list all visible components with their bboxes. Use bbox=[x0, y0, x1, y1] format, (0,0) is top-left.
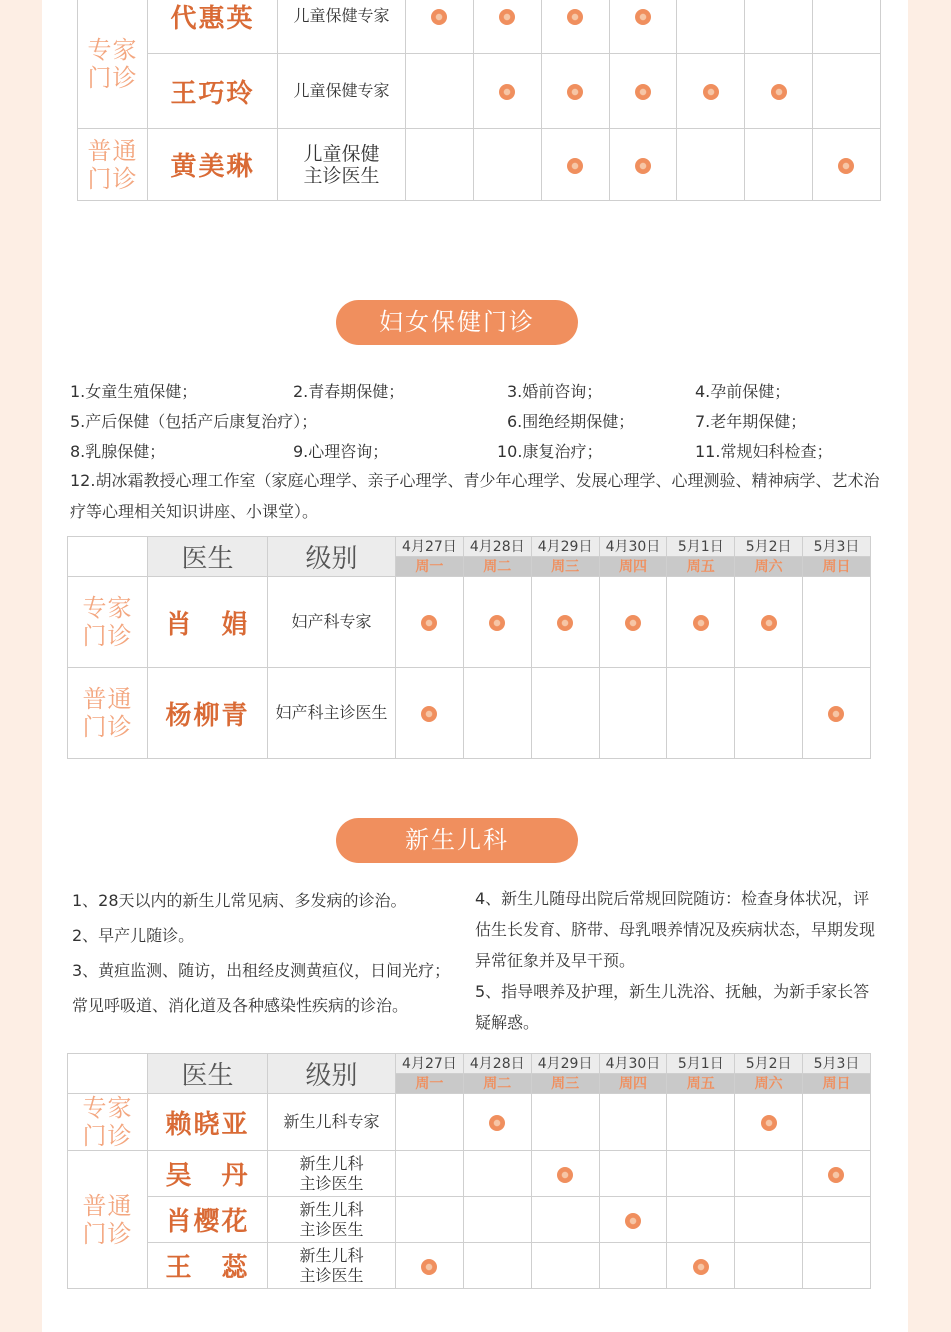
header-weekday: 周日 bbox=[803, 557, 871, 577]
available-dot-icon bbox=[557, 615, 573, 631]
corner-cell bbox=[68, 537, 148, 577]
slot-thu bbox=[609, 129, 677, 201]
slot-tue bbox=[473, 0, 541, 54]
available-dot-icon bbox=[693, 1259, 709, 1275]
available-dot-icon bbox=[421, 706, 437, 722]
header-weekday: 周三 bbox=[531, 557, 599, 577]
doctor-level: 新生儿科 主诊医生 bbox=[268, 1151, 396, 1197]
doctor-name: 赖晓亚 bbox=[148, 1094, 268, 1151]
child-health-schedule-table bbox=[77, 0, 881, 201]
table-row bbox=[68, 577, 871, 668]
header-date: 4月30日 bbox=[599, 1054, 667, 1074]
header-date: 4月29日 bbox=[531, 1054, 599, 1074]
slot-wed bbox=[531, 668, 599, 759]
slot-tue bbox=[463, 577, 531, 668]
header-date: 5月3日 bbox=[803, 537, 871, 557]
slot-fri bbox=[677, 0, 745, 54]
slot-fri bbox=[677, 129, 745, 201]
doctor-level: 儿童保健专家 bbox=[278, 54, 406, 129]
table-header-row bbox=[68, 537, 871, 557]
slot-tue bbox=[473, 54, 541, 129]
slot-mon bbox=[396, 1094, 464, 1151]
slot-thu bbox=[599, 668, 667, 759]
available-dot-icon bbox=[489, 1115, 505, 1131]
service-item: 1.女童生殖保健； bbox=[70, 382, 198, 401]
slot-sat bbox=[735, 1151, 803, 1197]
header-weekday: 周三 bbox=[531, 1074, 599, 1094]
available-dot-icon bbox=[828, 1167, 844, 1183]
slot-mon bbox=[396, 1151, 464, 1197]
slot-mon bbox=[396, 1243, 464, 1289]
slot-sun bbox=[803, 1151, 871, 1197]
header-date: 5月1日 bbox=[667, 537, 735, 557]
doctor-level: 儿童保健专家 bbox=[278, 0, 406, 54]
slot-wed bbox=[541, 54, 609, 129]
slot-wed bbox=[531, 1151, 599, 1197]
slot-fri bbox=[667, 1197, 735, 1243]
header-level: 级别 bbox=[268, 537, 396, 577]
header-weekday: 周四 bbox=[599, 557, 667, 577]
table-row bbox=[68, 1151, 871, 1197]
service-item: 6.围绝经期保健； bbox=[507, 412, 635, 431]
slot-sat bbox=[735, 668, 803, 759]
group-label-expert: 专家 门诊 bbox=[78, 0, 148, 129]
section-title-women-health: 妇女保健门诊 bbox=[336, 300, 578, 345]
header-weekday: 周六 bbox=[735, 557, 803, 577]
slot-thu bbox=[599, 1243, 667, 1289]
slot-sat bbox=[735, 1094, 803, 1151]
header-date: 4月29日 bbox=[531, 537, 599, 557]
corner-cell bbox=[68, 1054, 148, 1094]
slot-thu bbox=[599, 1197, 667, 1243]
group-label-general: 普通 门诊 bbox=[68, 668, 148, 759]
slot-sun bbox=[803, 577, 871, 668]
available-dot-icon bbox=[771, 84, 787, 100]
available-dot-icon bbox=[499, 9, 515, 25]
available-dot-icon bbox=[557, 1167, 573, 1183]
doctor-level: 新生儿科专家 bbox=[268, 1094, 396, 1151]
available-dot-icon bbox=[567, 84, 583, 100]
slot-wed bbox=[531, 1197, 599, 1243]
header-date: 4月30日 bbox=[599, 537, 667, 557]
slot-mon bbox=[396, 1197, 464, 1243]
available-dot-icon bbox=[489, 615, 505, 631]
slot-wed bbox=[541, 129, 609, 201]
header-date: 5月2日 bbox=[735, 537, 803, 557]
service-item: 7.老年期保健； bbox=[695, 412, 807, 431]
header-weekday: 周一 bbox=[396, 1074, 464, 1094]
doctor-level: 妇产科专家 bbox=[268, 577, 396, 668]
section-title-newborn: 新生儿科 bbox=[336, 818, 578, 863]
table-row bbox=[68, 1243, 871, 1289]
doctor-level: 儿童保健 主诊医生 bbox=[278, 129, 406, 201]
slot-sun bbox=[803, 668, 871, 759]
available-dot-icon bbox=[431, 9, 447, 25]
schedule-page bbox=[42, 0, 908, 1332]
slot-sat bbox=[745, 54, 813, 129]
service-item: 10.康复治疗； bbox=[497, 442, 603, 461]
service-item: 8.乳腺保健； bbox=[70, 442, 166, 461]
slot-thu bbox=[599, 1151, 667, 1197]
header-date: 4月27日 bbox=[396, 537, 464, 557]
doctor-name: 王 蕊 bbox=[148, 1243, 268, 1289]
table-row bbox=[78, 0, 881, 54]
slot-sun bbox=[803, 1094, 871, 1151]
available-dot-icon bbox=[838, 158, 854, 174]
doctor-level: 新生儿科 主诊医生 bbox=[268, 1197, 396, 1243]
available-dot-icon bbox=[828, 706, 844, 722]
available-dot-icon bbox=[625, 615, 641, 631]
available-dot-icon bbox=[761, 615, 777, 631]
women-health-schedule-table bbox=[67, 536, 871, 759]
service-item: 3.婚前咨询； bbox=[507, 382, 603, 401]
slot-fri bbox=[677, 54, 745, 129]
available-dot-icon bbox=[635, 84, 651, 100]
header-level: 级别 bbox=[268, 1054, 396, 1094]
slot-sun bbox=[813, 129, 881, 201]
slot-tue bbox=[463, 1094, 531, 1151]
slot-tue bbox=[463, 1197, 531, 1243]
service-item: 11.常规妇科检查； bbox=[695, 442, 833, 461]
header-weekday: 周日 bbox=[803, 1074, 871, 1094]
slot-tue bbox=[463, 668, 531, 759]
group-label-general: 普通 门诊 bbox=[68, 1151, 148, 1289]
header-date: 4月28日 bbox=[463, 1054, 531, 1074]
header-weekday: 周二 bbox=[463, 1074, 531, 1094]
table-header-row bbox=[68, 1054, 871, 1074]
group-label-expert: 专家 门诊 bbox=[68, 1094, 148, 1151]
available-dot-icon bbox=[567, 9, 583, 25]
table-row bbox=[68, 1197, 871, 1243]
table-row bbox=[78, 54, 881, 129]
slot-tue bbox=[473, 129, 541, 201]
slot-sat bbox=[735, 1197, 803, 1243]
slot-sat bbox=[745, 129, 813, 201]
doctor-name: 吴 丹 bbox=[148, 1151, 268, 1197]
slot-wed bbox=[531, 577, 599, 668]
slot-fri bbox=[667, 668, 735, 759]
available-dot-icon bbox=[761, 1115, 777, 1131]
available-dot-icon bbox=[421, 1259, 437, 1275]
table-row bbox=[68, 668, 871, 759]
header-weekday: 周四 bbox=[599, 1074, 667, 1094]
slot-sat bbox=[745, 0, 813, 54]
slot-sun bbox=[813, 0, 881, 54]
slot-fri bbox=[667, 577, 735, 668]
newborn-schedule-table bbox=[67, 1053, 871, 1289]
slot-tue bbox=[463, 1243, 531, 1289]
slot-mon bbox=[406, 0, 474, 54]
available-dot-icon bbox=[703, 84, 719, 100]
slot-fri bbox=[667, 1243, 735, 1289]
service-item: 5.产后保健（包括产后康复治疗）； bbox=[70, 412, 318, 431]
slot-mon bbox=[396, 577, 464, 668]
available-dot-icon bbox=[635, 158, 651, 174]
header-weekday: 周六 bbox=[735, 1074, 803, 1094]
doctor-name: 肖樱花 bbox=[148, 1197, 268, 1243]
table-row bbox=[78, 129, 881, 201]
service-item: 4.孕前保健； bbox=[695, 382, 791, 401]
slot-sun bbox=[813, 54, 881, 129]
available-dot-icon bbox=[421, 615, 437, 631]
service-item: 9.心理咨询； bbox=[293, 442, 389, 461]
slot-sat bbox=[735, 577, 803, 668]
header-weekday: 周五 bbox=[667, 557, 735, 577]
slot-sun bbox=[803, 1197, 871, 1243]
slot-thu bbox=[609, 0, 677, 54]
slot-sun bbox=[803, 1243, 871, 1289]
header-weekday: 周一 bbox=[396, 557, 464, 577]
group-label-expert: 专家 门诊 bbox=[68, 577, 148, 668]
header-date: 4月27日 bbox=[396, 1054, 464, 1074]
slot-wed bbox=[531, 1243, 599, 1289]
slot-sat bbox=[735, 1243, 803, 1289]
doctor-name: 肖 娟 bbox=[148, 577, 268, 668]
slot-thu bbox=[599, 1094, 667, 1151]
table-row bbox=[68, 1094, 871, 1151]
available-dot-icon bbox=[499, 84, 515, 100]
slot-mon bbox=[406, 54, 474, 129]
group-label-general: 普通 门诊 bbox=[78, 129, 148, 201]
slot-fri bbox=[667, 1151, 735, 1197]
available-dot-icon bbox=[567, 158, 583, 174]
header-weekday: 周二 bbox=[463, 557, 531, 577]
header-weekday: 周五 bbox=[667, 1074, 735, 1094]
doctor-level: 新生儿科 主诊医生 bbox=[268, 1243, 396, 1289]
header-date: 5月1日 bbox=[667, 1054, 735, 1074]
slot-mon bbox=[396, 668, 464, 759]
header-date: 5月2日 bbox=[735, 1054, 803, 1074]
newborn-services-left: 1、28天以内的新生儿常见病、多发病的诊治。 2、早产儿随诊。 3、黄疸监测、随访，出租经皮测黄疸仪，日间光疗；常见呼吸道、消化道及各种感染性疾病的诊治。 bbox=[72, 891, 451, 1015]
slot-wed bbox=[531, 1094, 599, 1151]
service-item: 2.青春期保健； bbox=[293, 382, 405, 401]
available-dot-icon bbox=[693, 615, 709, 631]
available-dot-icon bbox=[635, 9, 651, 25]
slot-tue bbox=[463, 1151, 531, 1197]
doctor-name: 王巧玲 bbox=[148, 54, 278, 129]
header-date: 5月3日 bbox=[803, 1054, 871, 1074]
header-doctor: 医生 bbox=[148, 537, 268, 577]
newborn-services-right: 4、新生儿随母出院后常规回院随访：检查身体状况，评估生长发育、脐带、母乳喂养情况及疾病状态，早期发现异常征象并及早干预。 5、指导喂养及护理，新生儿洗浴、抚触，为新手家长答疑解惑。 bbox=[475, 889, 876, 1032]
slot-thu bbox=[609, 54, 677, 129]
slot-wed bbox=[541, 0, 609, 54]
slot-mon bbox=[406, 129, 474, 201]
service-item: 12.胡冰霜教授心理工作室（家庭心理学、亲子心理学、青少年心理学、发展心理学、心理测验、精神病学、艺术治疗等心理相关知识讲座、小课堂）。 bbox=[70, 471, 880, 521]
header-doctor: 医生 bbox=[148, 1054, 268, 1094]
slot-fri bbox=[667, 1094, 735, 1151]
doctor-name: 黄美琳 bbox=[148, 129, 278, 201]
doctor-name: 杨柳青 bbox=[148, 668, 268, 759]
header-date: 4月28日 bbox=[463, 537, 531, 557]
available-dot-icon bbox=[625, 1213, 641, 1229]
doctor-name: 代惠英 bbox=[148, 0, 278, 54]
doctor-level: 妇产科主诊医生 bbox=[268, 668, 396, 759]
slot-thu bbox=[599, 577, 667, 668]
